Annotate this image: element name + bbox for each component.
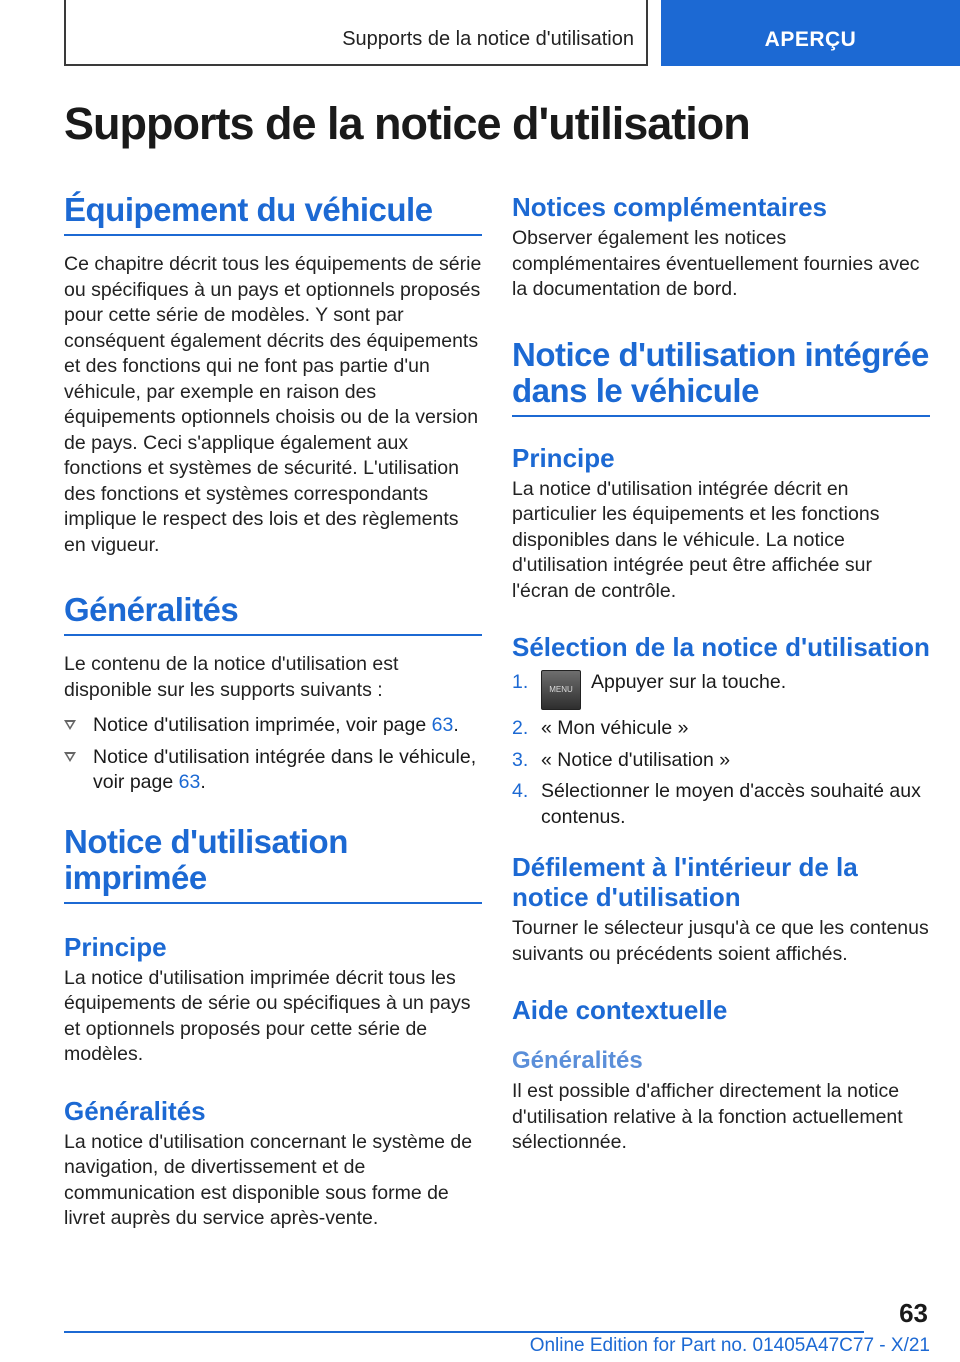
step-number: 4. bbox=[512, 780, 529, 802]
step-number: 1. bbox=[512, 671, 529, 693]
page-title: Supports de la notice d'utilisation bbox=[64, 98, 750, 149]
heading-principe-integree: Principe bbox=[512, 442, 615, 473]
list-item bbox=[64, 713, 482, 739]
text-defilement: Tourner le sélecteur jusqu'à ce que les contenus suivants ou précédents soient affichés. bbox=[512, 917, 929, 965]
list-item-text: Notice d'utilisation imprimée, voir page bbox=[93, 714, 432, 736]
list-item bbox=[512, 748, 930, 774]
list-item-tail: . bbox=[453, 714, 459, 736]
text-principe-integree: La notice d'utilisation intégrée décrit en particulier les équipements et les fonctions disponibles dans le véhicule. La notice d'utilisation intégrée peut être affichée sur l'écran de contrôle. bbox=[512, 477, 880, 602]
page-reference-link[interactable]: 63 bbox=[178, 771, 201, 793]
header-tab-apercu[interactable] bbox=[661, 0, 960, 66]
heading-notice-imprimee: Notice d'utilisation imprimée bbox=[64, 824, 482, 904]
text-equipement: Ce chapitre décrit tous les équipements de série ou spécifiques à un pays et optionnels proposés pour cette série de modèles. Y sont par conséquent également décrits des équipements et des fonctions qui ne font pas partie d'un véhicule, par exemple en raison des équipements optionnels choisis ou de la version de pays. Ceci s'applique également aux fonctions et systèmes de sécurité. L'utilisation des fonctions et systèmes correspondants implique le respect des lois et des règlements en vigueur. bbox=[64, 253, 482, 556]
text-generalites-imprimee: La notice d'utilisation concernant le système de navigation, de divertissement et de communication est disponible sous forme de livret auprès du service après-vente. bbox=[64, 1130, 473, 1229]
page-reference-link[interactable]: 63 bbox=[431, 714, 454, 736]
heading-selection: Sélection de la notice d'utilisation bbox=[512, 632, 930, 662]
header-tab-label: APERÇU bbox=[764, 28, 857, 51]
list-item-text: Notice d'utilisation intégrée dans le véhicule, voir page bbox=[93, 745, 477, 793]
header-section-title: Supports de la notice d'utilisation bbox=[342, 28, 634, 50]
triangle-bullet-icon bbox=[64, 720, 76, 730]
step-text: Appuyer sur la touche. bbox=[591, 671, 787, 693]
text-notices-complementaires: Observer également les notices complémentaires éventuellement fournies avec la documentation de bord. bbox=[512, 227, 920, 300]
heading-notices-complementaires: Notices complémentaires bbox=[512, 192, 828, 222]
step-text: « Notice d'utilisation » bbox=[541, 748, 731, 771]
text-aide-contextuelle: Il est possible d'afficher directement la notice d'utilisation relative à la fonction actuellement sélectionnée. bbox=[512, 1080, 903, 1153]
heading-generalites: Généralités bbox=[64, 592, 482, 636]
supports-list bbox=[64, 713, 482, 796]
heading-aide-contextuelle: Aide contextuelle bbox=[512, 995, 728, 1025]
step-number: 2. bbox=[512, 717, 529, 739]
step-text: « Mon véhicule » bbox=[541, 717, 689, 739]
heading-notice-integree: Notice d'utilisation intégrée dans le véhicule bbox=[512, 337, 930, 417]
heading-equipement: Équipement du véhicule bbox=[64, 192, 482, 236]
page-number: 63 bbox=[899, 1298, 928, 1328]
menu-button-icon: MENU bbox=[541, 670, 581, 710]
header-section-box bbox=[64, 0, 648, 66]
heading-defilement: Défilement à l'intérieur de la notice d'utilisation bbox=[512, 852, 858, 912]
list-item bbox=[64, 745, 482, 796]
right-column bbox=[512, 192, 930, 1156]
heading-principe: Principe bbox=[64, 931, 167, 962]
heading-generalites-aide: Généralités bbox=[512, 1047, 643, 1074]
triangle-bullet-icon bbox=[64, 752, 76, 762]
list-item bbox=[512, 716, 930, 742]
list-item bbox=[512, 670, 930, 710]
text-principe: La notice d'utilisation imprimée décrit tous les équipements de série ou spécifiques à un pays et optionnels proposés pour cette série de modèles. bbox=[64, 966, 471, 1065]
list-item bbox=[512, 779, 930, 830]
list-item-tail: . bbox=[200, 771, 206, 793]
left-column bbox=[64, 192, 482, 1232]
step-number: 3. bbox=[512, 748, 529, 771]
selection-steps bbox=[512, 670, 930, 830]
step-text: Sélectionner le moyen d'accès souhaité aux contenus. bbox=[541, 780, 921, 828]
heading-generalites-imprimee: Généralités bbox=[64, 1095, 206, 1126]
edition-footer: Online Edition for Part no. 01405A47C77 - X/21 bbox=[529, 1335, 930, 1356]
footer-divider bbox=[64, 1331, 864, 1333]
text-generalites: Le contenu de la notice d'utilisation est disponible sur les supports suivants : bbox=[64, 653, 399, 701]
